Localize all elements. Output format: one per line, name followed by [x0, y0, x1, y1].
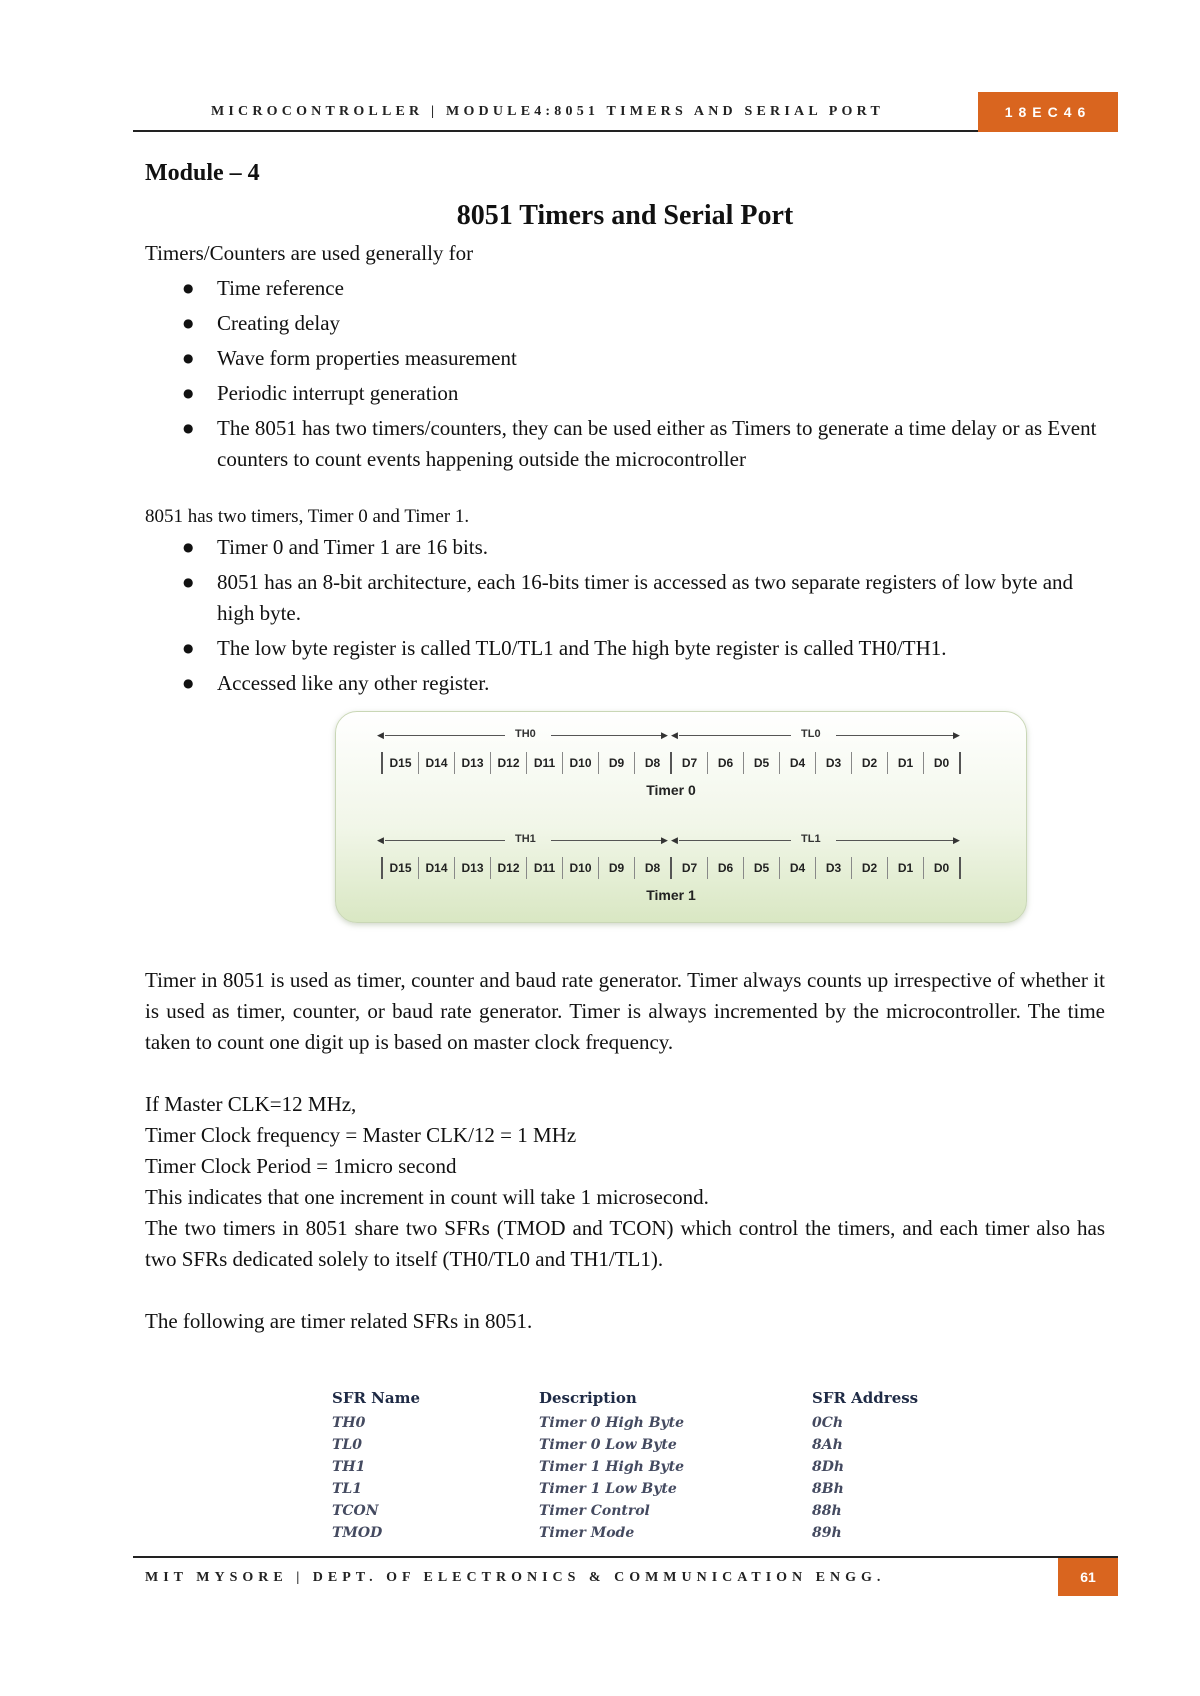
column-header: SFR Address: [812, 1389, 919, 1407]
arrow-left-icon: ◀: [377, 731, 384, 741]
clock-line: Timer Clock Period = 1micro second: [145, 1154, 457, 1178]
table-header-row: [332, 1384, 932, 1412]
table-cell: 8Bh: [812, 1481, 844, 1497]
table-row: [332, 1456, 932, 1478]
table-row: [332, 1500, 932, 1522]
sfr-paragraph: The two timers in 8051 share two SFRs (TMOD and TCON) which control the timers, and each timer also has two SFRs dedicated solely to itself (TH0/TL0 and TH1/TL1).: [145, 1216, 1105, 1271]
th0-label: TH0: [515, 728, 536, 740]
bit-cell: D4: [779, 857, 815, 879]
column-header: SFR Name: [332, 1389, 421, 1407]
list-item: ● The low byte register is called TL0/TL1 and The high byte register is called TH0/TH1.: [145, 633, 1105, 664]
bit-cell: D4: [779, 752, 815, 774]
bit-cell: D14: [418, 857, 454, 879]
bit-cell: D8: [634, 857, 670, 879]
table-cell: TH0: [332, 1415, 366, 1431]
th1-label: TH1: [515, 833, 536, 845]
bit-cell: D14: [418, 752, 454, 774]
arrow-line: [679, 840, 791, 841]
clock-line: Timer Clock frequency = Master CLK/12 = 1 MHz: [145, 1123, 577, 1147]
list-item: ● Timer 0 and Timer 1 are 16 bits.: [145, 532, 1105, 563]
timer-facts-list: [145, 532, 1105, 699]
bit-cell: D7: [670, 857, 707, 879]
arrow-left-icon: ◀: [671, 731, 678, 741]
page-title: 8051 Timers and Serial Port: [456, 200, 794, 231]
footer-rule: [133, 1556, 1118, 1558]
intro-text: Timers/Counters are used generally for: [145, 241, 474, 265]
table-cell: Timer Mode: [539, 1525, 635, 1541]
table-cell: 89h: [812, 1525, 842, 1541]
arrow-line: [836, 735, 954, 736]
arrow-line: [679, 735, 791, 736]
table-cell: 8Dh: [812, 1459, 845, 1475]
arrow-right-icon: ▶: [953, 731, 960, 741]
table-cell: 8Ah: [812, 1437, 843, 1453]
bit-cell: D15: [381, 752, 418, 774]
table-cell: Timer 0 Low Byte: [539, 1437, 677, 1453]
tl1-label: TL1: [801, 833, 821, 845]
sfr-intro: The following are timer related SFRs in 8051.: [145, 1309, 533, 1333]
arrow-right-icon: ▶: [661, 836, 668, 846]
page-content: [145, 160, 1105, 1337]
bit-cell: D2: [851, 752, 887, 774]
bit-cell: D10: [562, 857, 598, 879]
clock-line: This indicates that one increment in count will take 1 microsecond.: [145, 1185, 709, 1209]
bit-cell: D7: [670, 752, 707, 774]
list-item: ● Accessed like any other register.: [145, 668, 1105, 699]
bit-cell: D3: [815, 752, 851, 774]
bit-cell: D0: [923, 752, 961, 774]
header-title: MICROCONTROLLER | MODULE4:8051 TIMERS AND SERIAL PORT: [211, 104, 884, 119]
table-cell: 88h: [812, 1503, 842, 1519]
list-item: ● Time reference: [145, 273, 1105, 304]
table-cell: TL0: [332, 1437, 363, 1453]
column-header: Description: [539, 1389, 637, 1407]
arrow-left-icon: ◀: [377, 836, 384, 846]
diagram-panel: [335, 711, 1027, 923]
bit-cell: D15: [381, 857, 418, 879]
table-cell: Timer 0 High Byte: [539, 1415, 685, 1431]
list-item: ● Creating delay: [145, 308, 1105, 339]
table-cell: TH1: [332, 1459, 366, 1475]
arrow-right-icon: ▶: [953, 836, 960, 846]
bit-cell: D11: [526, 857, 562, 879]
bit-cell: D1: [887, 857, 923, 879]
header-rule: [133, 130, 986, 132]
bit-cell: D13: [454, 857, 490, 879]
bit-cell: D11: [526, 752, 562, 774]
table-row: [332, 1478, 932, 1500]
table-cell: Timer 1 High Byte: [539, 1459, 685, 1475]
timers-intro: 8051 has two timers, Timer 0 and Timer 1.: [145, 506, 470, 527]
course-code-badge: 18EC46: [978, 92, 1118, 132]
bit-cell: D13: [454, 752, 490, 774]
arrow-right-icon: ▶: [661, 731, 668, 741]
arrow-line: [551, 735, 663, 736]
bit-cell: D2: [851, 857, 887, 879]
clock-lines: [145, 1089, 1105, 1213]
page-footer: [133, 1556, 1118, 1596]
bit-cell: D9: [598, 752, 634, 774]
bit-cell: D5: [743, 857, 779, 879]
list-item: ● 8051 has an 8-bit architecture, each 16-bits timer is accessed as two separate registers of low byte and high byte.: [145, 567, 1105, 629]
tl0-label: TL0: [801, 728, 821, 740]
list-item: ● Wave form properties measurement: [145, 343, 1105, 374]
timer-description-paragraph: Timer in 8051 is used as timer, counter and baud rate generator. Timer always counts up irrespective of whether it is used as timer, counter, or baud rate generator. Timer is always incremented by the microcontroller. The time taken to count one digit up is based on master clock frequency.: [145, 968, 1105, 1054]
list-item: ● The 8051 has two timers/counters, they can be used either as Timers to generate a time delay or as Event counters to count events happening outside the microcontroller: [145, 413, 1105, 475]
table-row: [332, 1412, 932, 1434]
sfr-table: [332, 1384, 932, 1544]
arrow-line: [551, 840, 663, 841]
bit-cell: D9: [598, 857, 634, 879]
footer-title: MIT MYSORE | DEPT. OF ELECTRONICS & COMMUNICATION ENGG.: [145, 1570, 886, 1585]
clock-line: If Master CLK=12 MHz,: [145, 1092, 357, 1116]
table-cell: Timer Control: [539, 1503, 650, 1519]
timer0-caption: Timer 0: [646, 782, 696, 798]
table-row: [332, 1434, 932, 1456]
arrow-line: [385, 735, 505, 736]
bit-cell: D8: [634, 752, 670, 774]
table-row: [332, 1522, 932, 1544]
module-label: Module – 4: [145, 160, 260, 186]
arrow-left-icon: ◀: [671, 836, 678, 846]
table-cell: TMOD: [332, 1525, 383, 1541]
page-header: [133, 92, 1118, 132]
page-number-badge: 61: [1058, 1558, 1118, 1596]
bit-cell: D5: [743, 752, 779, 774]
table-cell: 0Ch: [812, 1415, 844, 1431]
bit-cell: D3: [815, 857, 851, 879]
table-cell: TL1: [332, 1481, 363, 1497]
arrow-line: [836, 840, 954, 841]
bit-cell: D12: [490, 752, 526, 774]
timer1-caption: Timer 1: [646, 887, 696, 903]
bit-cell: D12: [490, 857, 526, 879]
bit-cell: D6: [707, 857, 743, 879]
timer-register-diagram: [335, 711, 1025, 931]
bit-cell: D6: [707, 752, 743, 774]
table-cell: TCON: [332, 1503, 379, 1519]
timer1-bits: [381, 857, 961, 879]
bit-cell: D1: [887, 752, 923, 774]
uses-list: [145, 273, 1105, 475]
table-cell: Timer 1 Low Byte: [539, 1481, 677, 1497]
timer0-bits: [381, 752, 961, 774]
bit-cell: D0: [923, 857, 961, 879]
bit-cell: D10: [562, 752, 598, 774]
arrow-line: [385, 840, 505, 841]
list-item: ● Periodic interrupt generation: [145, 378, 1105, 409]
